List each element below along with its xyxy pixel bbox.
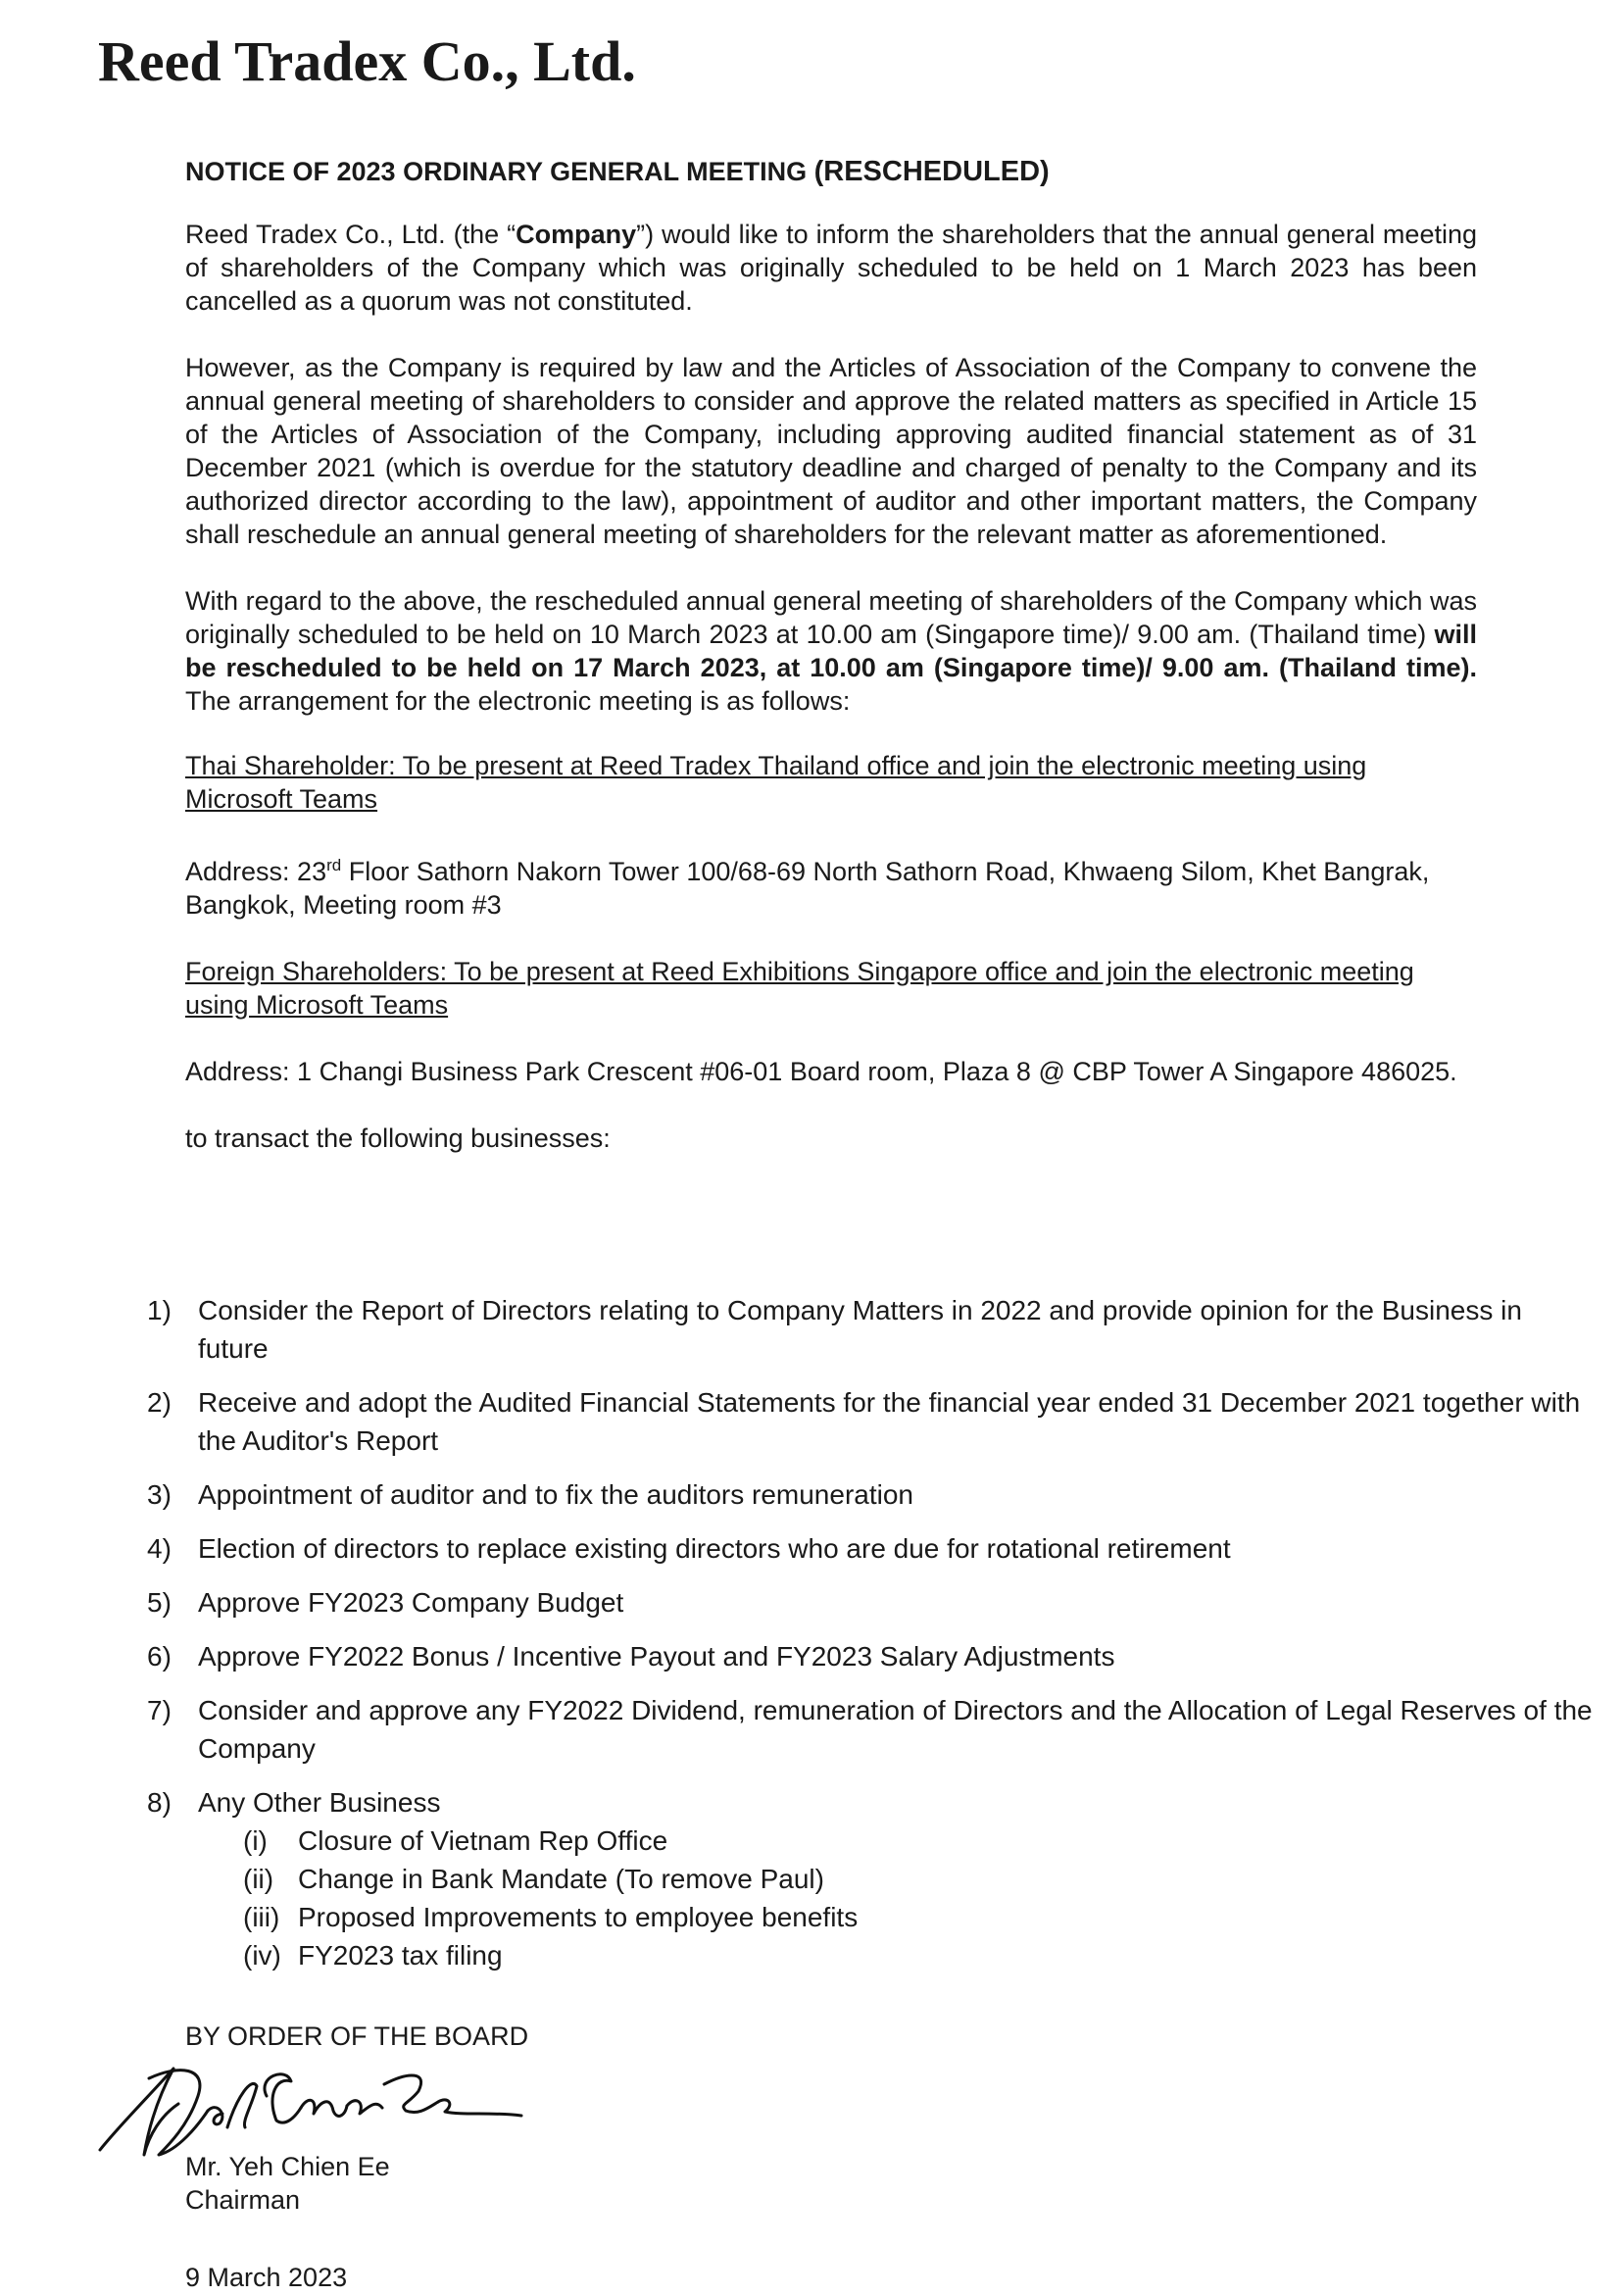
company-name: Reed Tradex Co., Ltd. xyxy=(98,29,636,93)
sub-num: (ii) xyxy=(243,1864,274,1894)
sub-num: (iii) xyxy=(243,1902,280,1932)
notice-title-main: NOTICE OF 2023 ORDINARY GENERAL MEETING xyxy=(185,157,814,186)
agenda-num: 4) xyxy=(147,1533,172,1564)
agenda-item xyxy=(147,1529,1598,1568)
notice-title xyxy=(185,155,1477,188)
sub-text: Change in Bank Mandate (To remove Paul) xyxy=(298,1864,824,1894)
signer-name: Mr. Yeh Chien Ee xyxy=(185,2152,390,2181)
agenda-text: Appointment of auditor and to fix the auditors remuneration xyxy=(198,1479,913,1510)
agenda-num: 2) xyxy=(147,1387,172,1418)
p3-b: The arrangement for the electronic meeting is as follows: xyxy=(185,686,851,716)
agenda-list xyxy=(147,1291,1598,1974)
thai-shareholder-heading: Thai Shareholder: To be present at Reed Tradex Thailand office and join the electronic meeting using Microsoft Teams xyxy=(185,751,1367,814)
agenda-item xyxy=(147,1475,1598,1514)
agenda-item xyxy=(147,1583,1598,1622)
agenda-text: Approve FY2023 Company Budget xyxy=(198,1587,624,1618)
other-business-item xyxy=(147,1860,1598,1898)
other-business-item xyxy=(147,1898,1598,1936)
transact-line: to transact the following businesses: xyxy=(185,1123,611,1153)
paragraph-new-date xyxy=(185,584,1477,718)
p3-bold: will be rescheduled to be held on 17 March 2023, at 10.00 am (Singapore time)/ 9.00 am. (Thailand time). xyxy=(185,620,1477,682)
paragraph-cancellation xyxy=(185,218,1477,318)
notice-date: 9 March 2023 xyxy=(185,2263,348,2292)
agenda-text: Consider the Report of Directors relating to Company Matters in 2022 and provide opinion for the Business in future xyxy=(198,1295,1522,1364)
agenda-text: Any Other Business xyxy=(198,1787,441,1818)
thai-address xyxy=(185,849,1477,922)
foreign-shareholder-heading: Foreign Shareholders: To be present at Reed Exhibitions Singapore office and join the electronic meeting using Microsoft Teams xyxy=(185,957,1414,1020)
other-business-list xyxy=(147,1822,1598,1974)
agenda-text: Election of directors to replace existing directors who are due for rotational retirement xyxy=(198,1533,1231,1564)
p1-b: ”) would like to inform the shareholders that the annual general meeting of shareholders of the Company which was originally scheduled to be held on 1 March 2023 has been cancelled as a quorum was not constituted. xyxy=(185,220,1477,316)
agenda-num: 6) xyxy=(147,1641,172,1672)
thai-addr-a: Address: 23 xyxy=(185,857,327,886)
agenda-item xyxy=(147,1637,1598,1675)
notice-body xyxy=(185,155,1477,1188)
agenda-text: Consider and approve any FY2022 Dividend, remuneration of Directors and the Allocation of Legal Reserves of the Company xyxy=(198,1695,1593,1764)
thai-addr-sup: rd xyxy=(326,856,342,874)
agenda-text: Approve FY2022 Bonus / Incentive Payout and FY2023 Salary Adjustments xyxy=(198,1641,1115,1672)
agenda-num: 3) xyxy=(147,1479,172,1510)
paragraph-reschedule-reason: However, as the Company is required by law and the Articles of Association of the Company to convene the annual general meeting of shareholders to consider and approve the related matters as specified in Article 15 of the Articles of Association of the Company, including approving audited financial statement as of 31 December 2021 (which is overdue for the statutory deadline and charged of penalty to the Company and its authorized director according to the law), appointment of auditor and other important matters, the Company shall reschedule an annual general meeting of shareholders for the relevant matter as aforementioned. xyxy=(185,353,1477,549)
agenda-num: 8) xyxy=(147,1787,172,1818)
other-business-item xyxy=(147,1822,1598,1860)
agenda-num: 1) xyxy=(147,1295,172,1325)
agenda-num: 5) xyxy=(147,1587,172,1618)
signer-block xyxy=(185,2150,390,2217)
foreign-address: Address: 1 Changi Business Park Crescent #06-01 Board room, Plaza 8 @ CBP Tower A Singapore 486025. xyxy=(185,1057,1457,1086)
agenda-text: Receive and adopt the Audited Financial Statements for the financial year ended 31 December 2021 together with the Auditor's Report xyxy=(198,1387,1581,1456)
agenda-num: 7) xyxy=(147,1695,172,1725)
sub-text: Closure of Vietnam Rep Office xyxy=(298,1825,668,1856)
thai-addr-b: Floor Sathorn Nakorn Tower 100/68-69 North Sathorn Road, Khwaeng Silom, Khet Bangrak, Bangkok, Meeting room #3 xyxy=(185,857,1430,920)
other-business-item xyxy=(147,1936,1598,1974)
by-order-line: BY ORDER OF THE BOARD xyxy=(185,2021,529,2051)
p3-a: With regard to the above, the rescheduled annual general meeting of shareholders of the Company which was originally scheduled to be held on 10 March 2023 at 10.00 am (Singapore time)/ 9.00 am. (Thailand time) xyxy=(185,586,1477,649)
p1-bold: Company xyxy=(516,220,637,249)
handwritten-signature xyxy=(90,2057,541,2165)
agenda-item xyxy=(147,1691,1598,1768)
agenda-item xyxy=(147,1783,1598,1822)
signer-title: Chairman xyxy=(185,2185,301,2215)
sub-text: FY2023 tax filing xyxy=(298,1940,503,1971)
p1-a: Reed Tradex Co., Ltd. (the “ xyxy=(185,220,516,249)
sub-num: (iv) xyxy=(243,1940,281,1971)
agenda-item xyxy=(147,1291,1598,1368)
sub-num: (i) xyxy=(243,1825,268,1856)
agenda-item xyxy=(147,1383,1598,1460)
sub-text: Proposed Improvements to employee benefits xyxy=(298,1902,859,1932)
notice-title-suffix: (RESCHEDULED) xyxy=(813,156,1050,187)
